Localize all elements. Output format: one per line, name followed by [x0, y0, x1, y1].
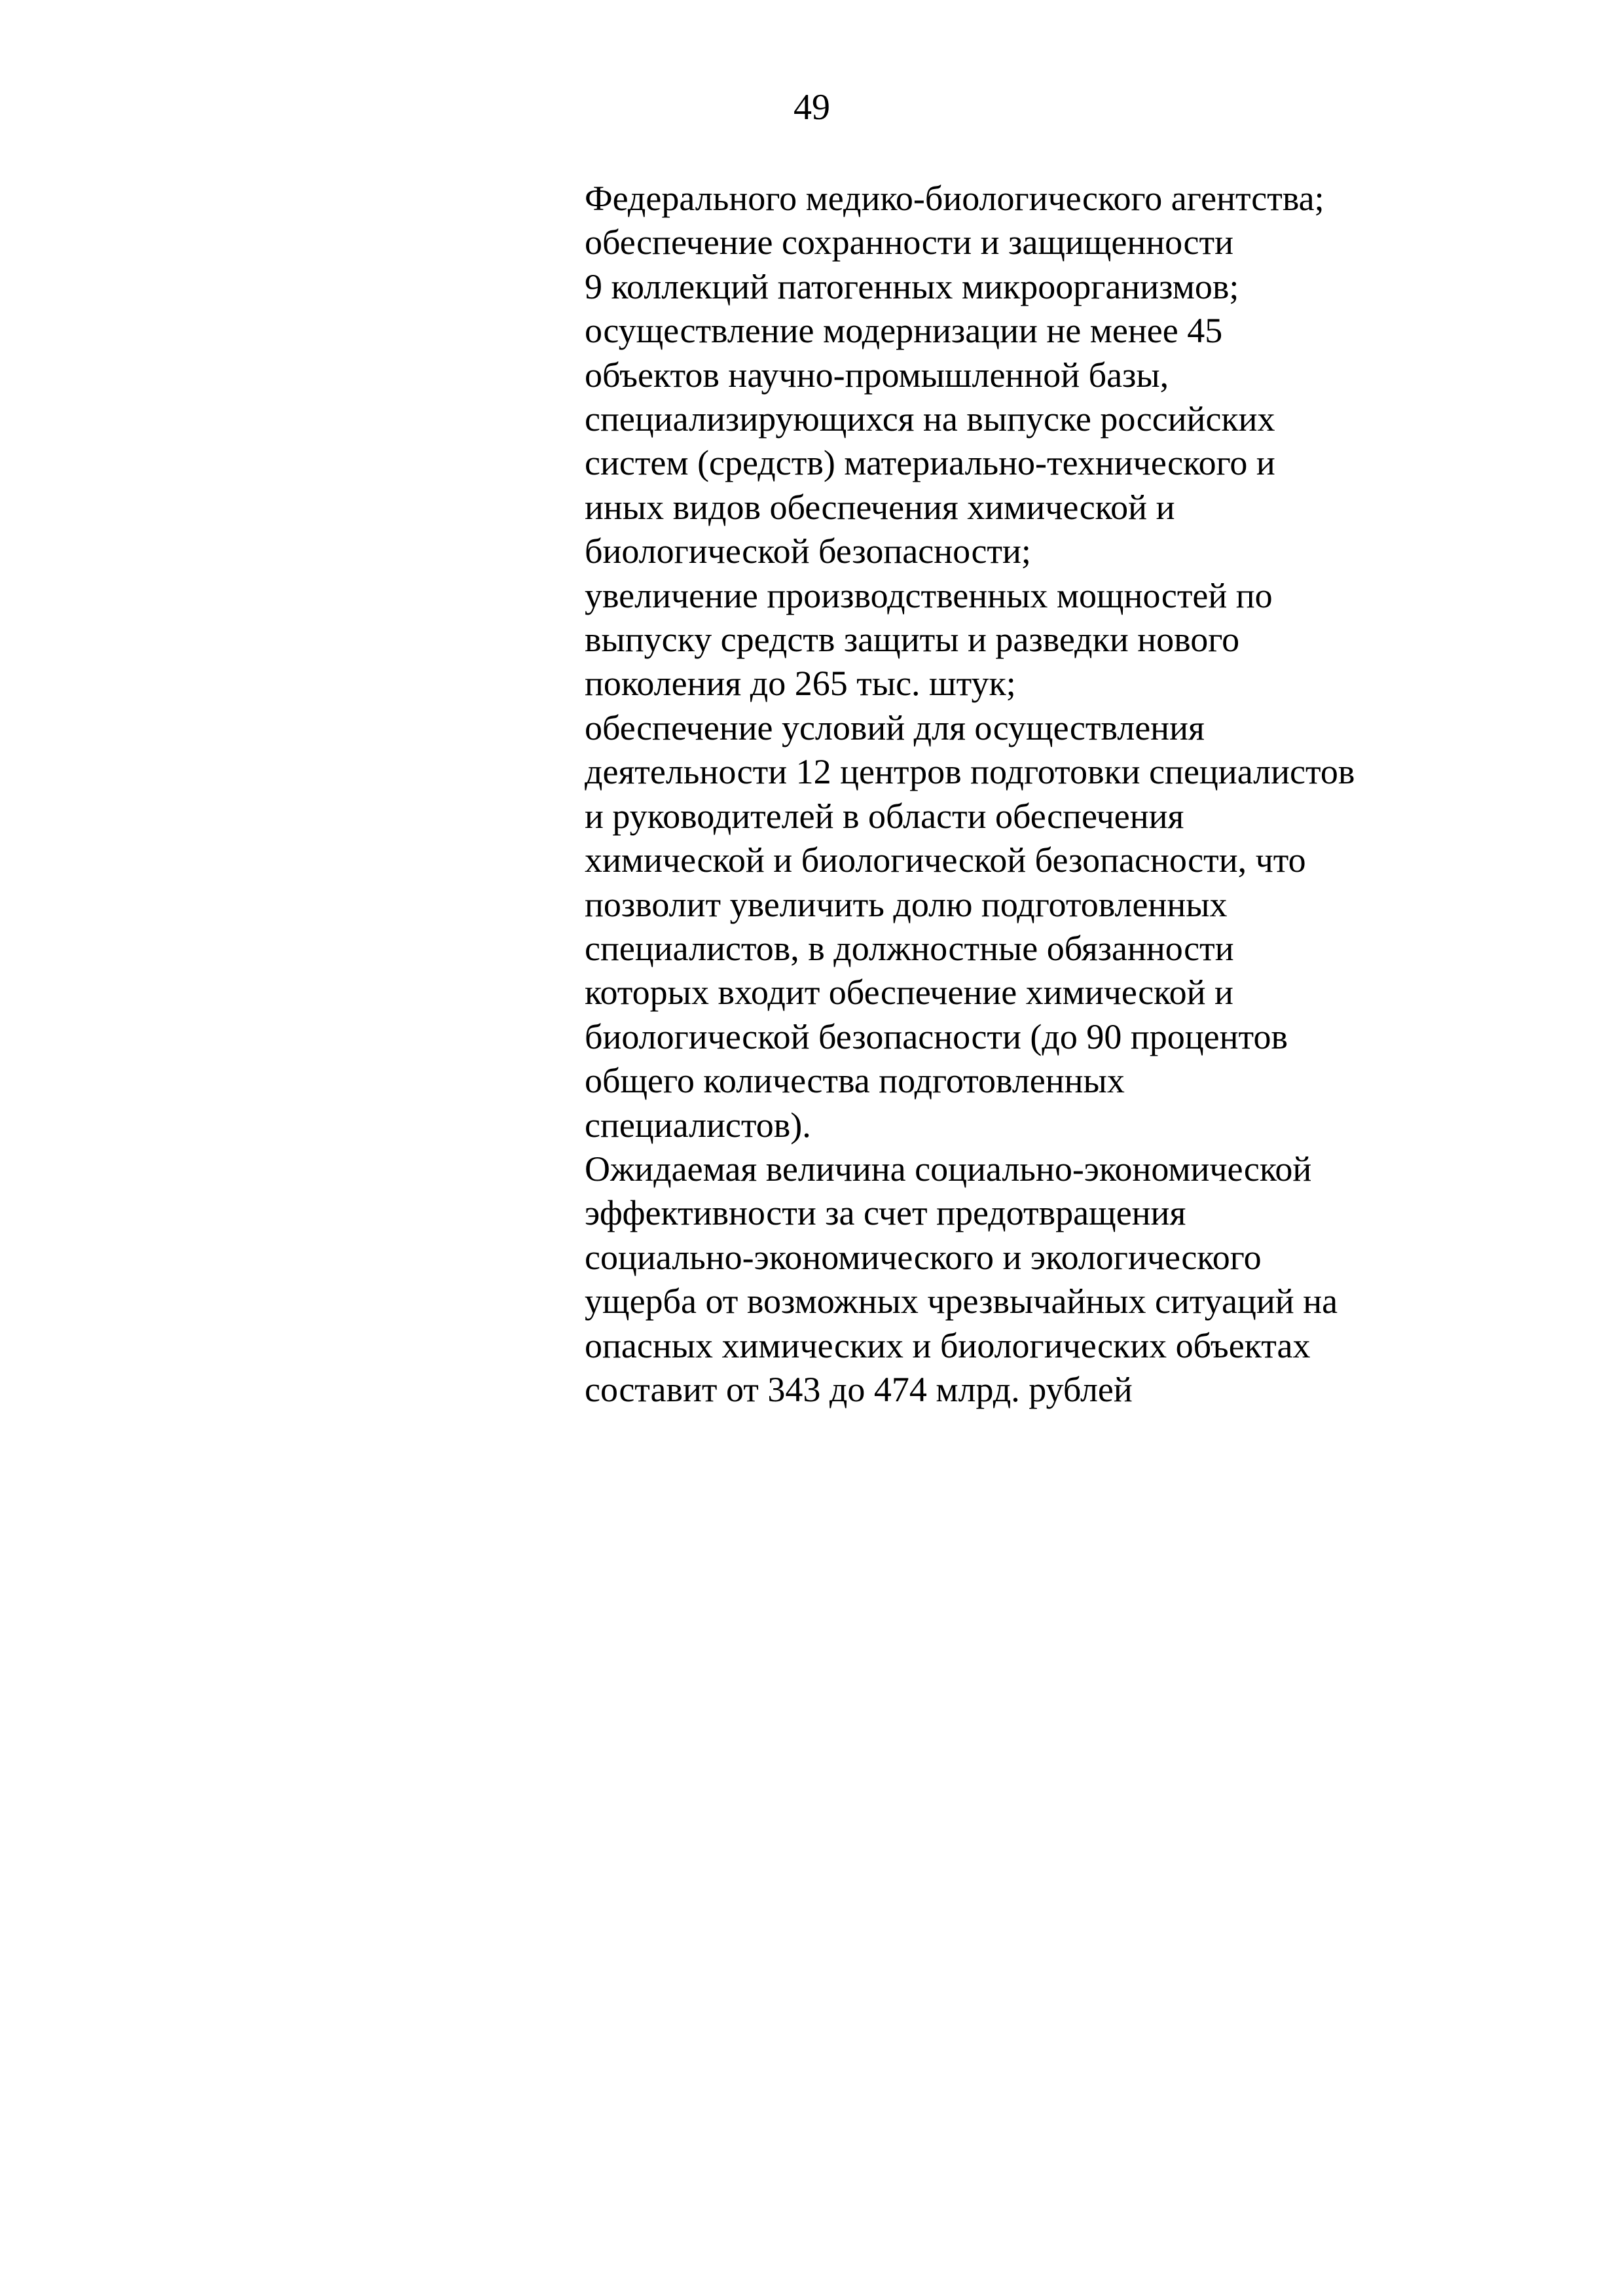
- text-line: поколения до 265 тыс. штук;: [585, 664, 1016, 704]
- text-line: увеличение производственных мощностей по: [585, 575, 1273, 615]
- text-line: ущерба от возможных чрезвычайных ситуаций на: [585, 1282, 1338, 1321]
- document-text: [585, 177, 1514, 1412]
- text-line: опасных химических и биологических объектах: [585, 1325, 1311, 1365]
- text-line: обеспечение условий для осуществления: [585, 708, 1205, 747]
- text-line: специализирующихся на выпуске российских: [585, 399, 1275, 439]
- text-line: Федерального медико-биологического агентства;: [585, 179, 1324, 218]
- text-line: общего количества подготовленных: [585, 1061, 1125, 1101]
- text-line: эффективности за счет предотвращения: [585, 1193, 1186, 1233]
- text-line: иных видов обеспечения химической и: [585, 487, 1175, 527]
- text-line: специалистов, в должностные обязанности: [585, 928, 1234, 968]
- page-number: 49: [793, 87, 830, 128]
- text-line: которых входит обеспечение химической и: [585, 973, 1233, 1013]
- text-line: систем (средств) материально-технического и: [585, 443, 1275, 483]
- text-line: социально-экономического и экологического: [585, 1237, 1262, 1277]
- text-line: химической и биологической безопасности, что: [585, 840, 1306, 880]
- text-line: составит от 343 до 474 млрд. рублей: [585, 1369, 1133, 1409]
- text-line: 9 коллекций патогенных микроорганизмов;: [585, 266, 1239, 306]
- text-line: осуществление модернизации не менее 45: [585, 311, 1223, 351]
- text-line: деятельности 12 центров подготовки специалистов: [585, 752, 1355, 792]
- text-line: специалистов).: [585, 1105, 811, 1145]
- text-line: выпуску средств защиты и разведки нового: [585, 620, 1240, 660]
- text-line: объектов научно-промышленной базы,: [585, 355, 1169, 395]
- text-line: биологической безопасности (до 90 процентов: [585, 1016, 1288, 1056]
- text-line: обеспечение сохранности и защищенности: [585, 223, 1233, 262]
- text-line: и руководителей в области обеспечения: [585, 796, 1184, 836]
- text-line: позволит увеличить долю подготовленных: [585, 884, 1228, 924]
- text-line: Ожидаемая величина социально-экономической: [585, 1149, 1312, 1189]
- text-line: биологической безопасности;: [585, 531, 1031, 571]
